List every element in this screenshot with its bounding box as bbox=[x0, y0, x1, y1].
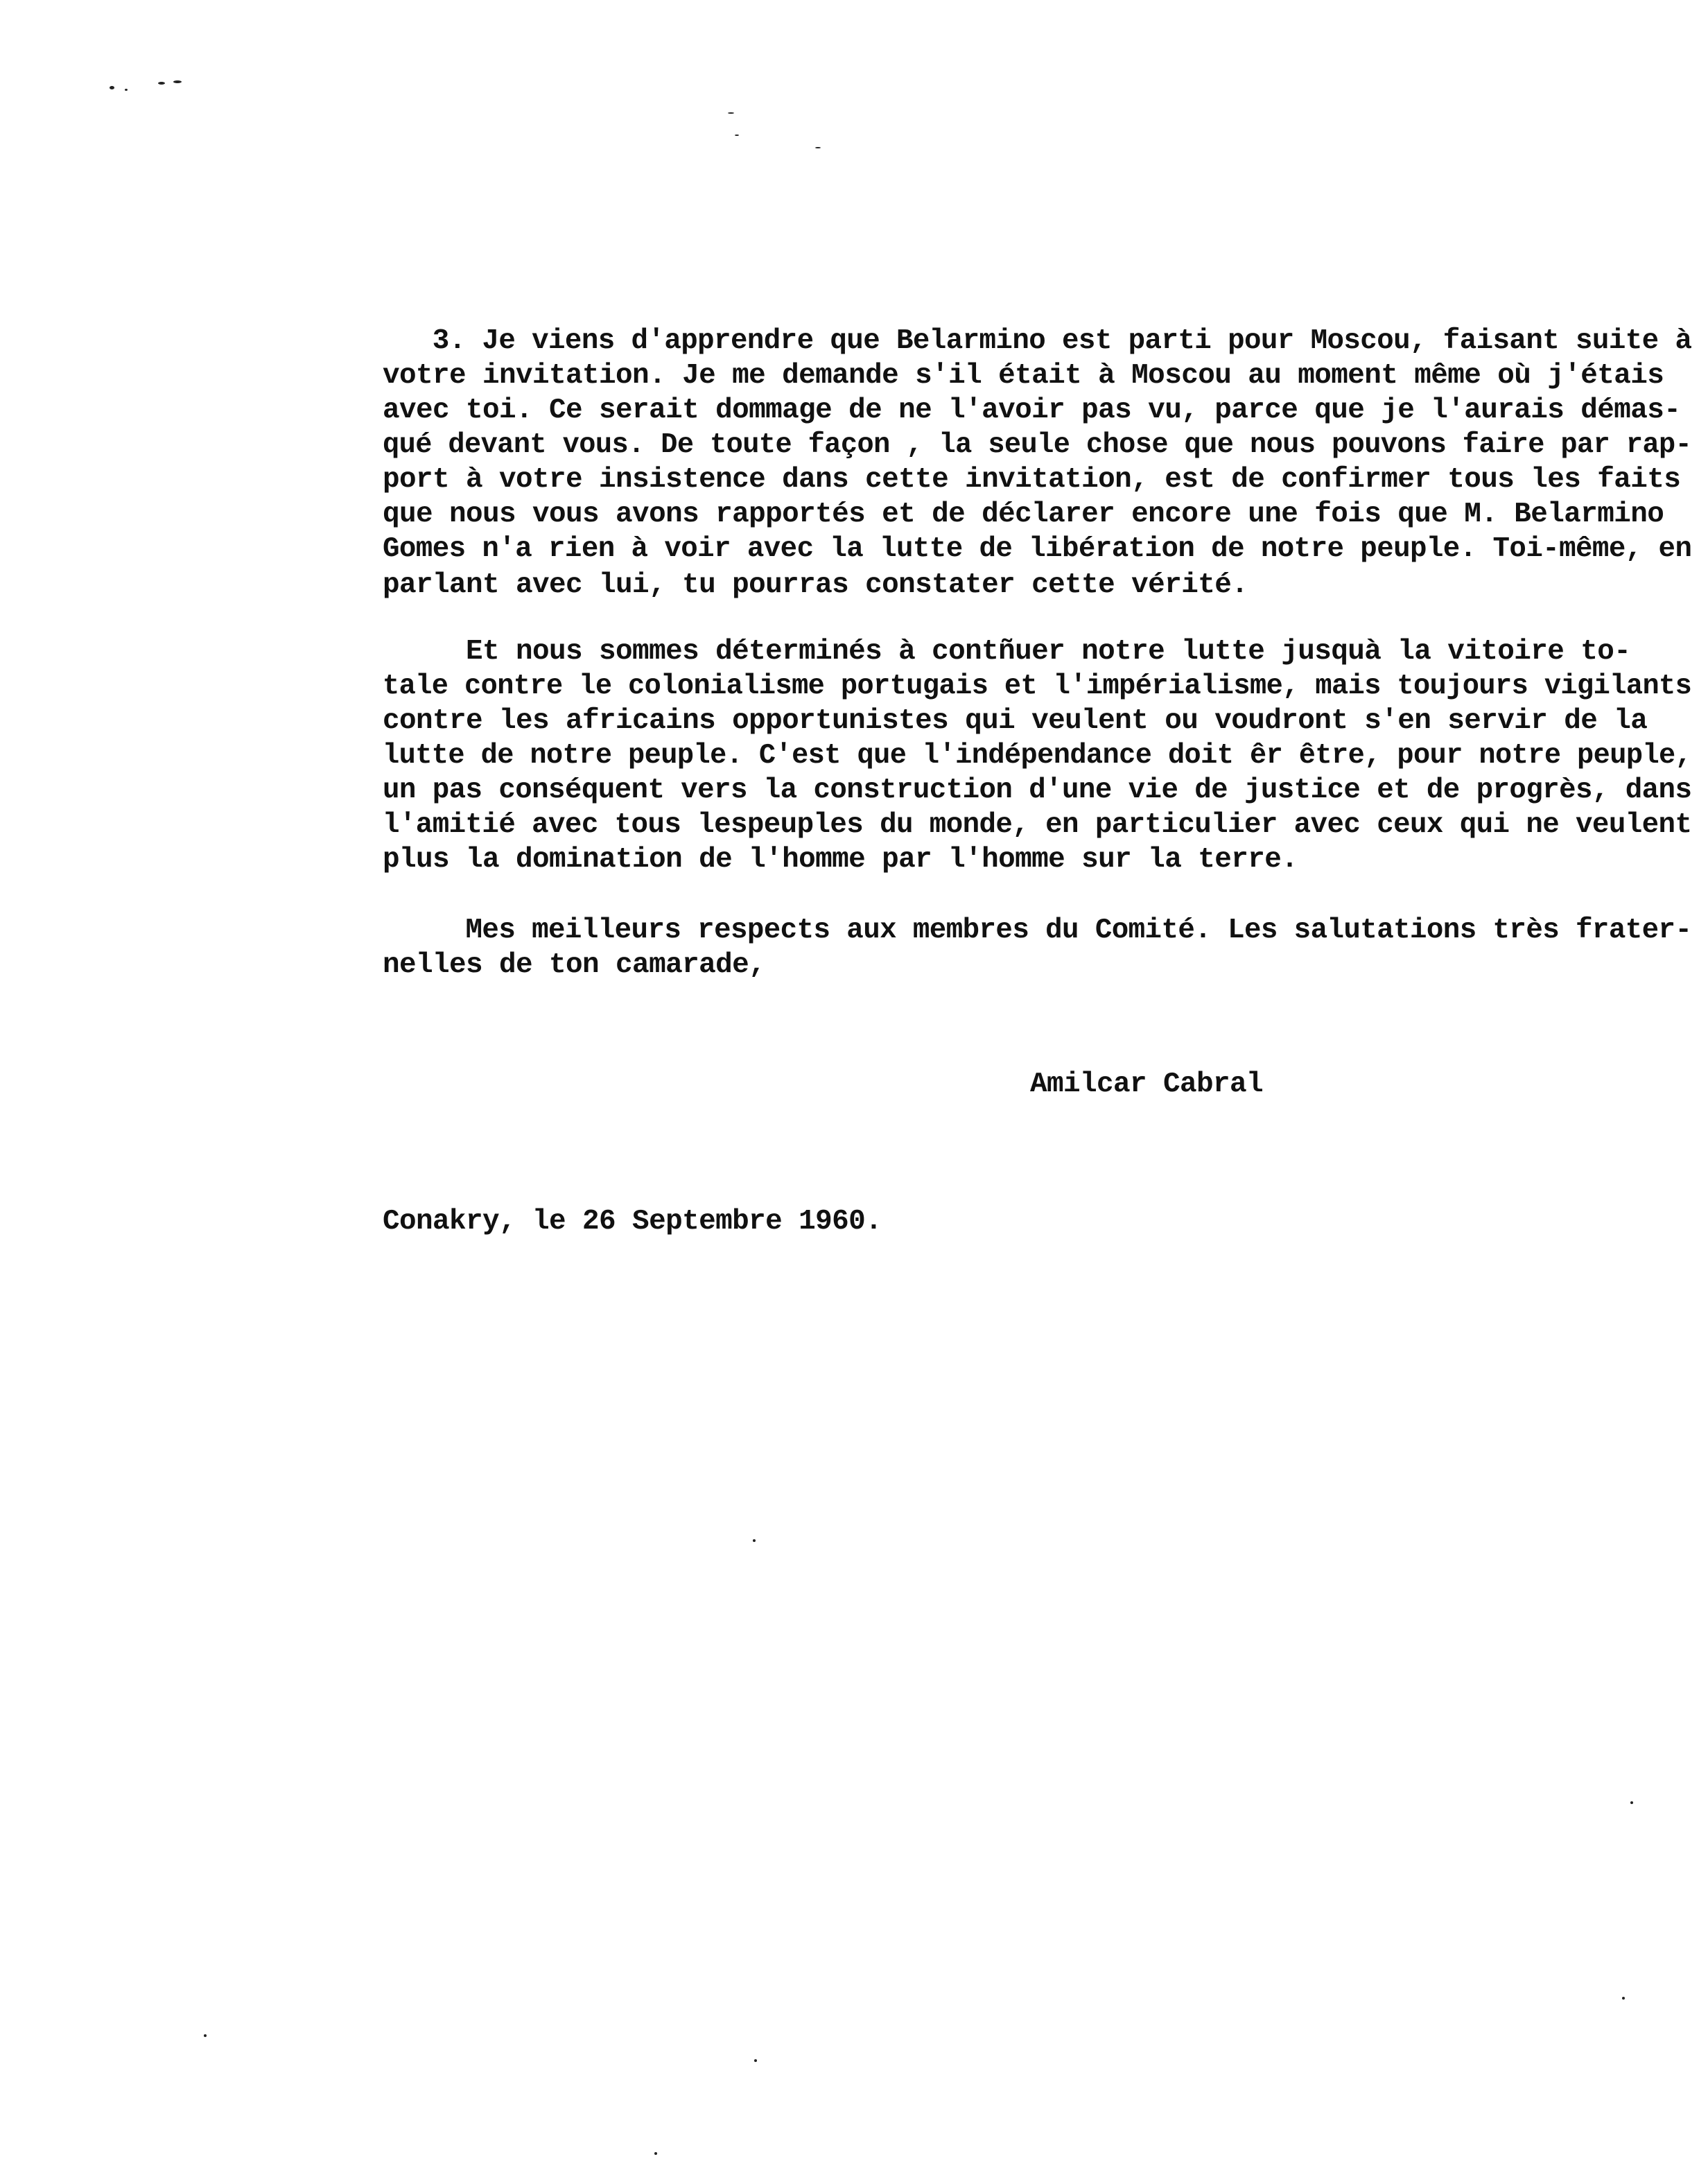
text-line: parlant avec lui, tu pourras constater cette vérité. bbox=[383, 569, 1248, 601]
text-line: Gomes n'a rien à voir avec la lutte de libération de notre peuple. Toi-même, en bbox=[383, 533, 1692, 565]
text-line: nelles de ton camarade, bbox=[383, 949, 766, 981]
text-line: avec toi. Ce serait dommage de ne l'avoir pas vu, parce que je l'aurais démas- bbox=[383, 395, 1681, 426]
text-line: votre invitation. Je me demande s'il était à Moscou au moment même où j'étais bbox=[383, 360, 1664, 392]
text-line: un pas conséquent vers la construction d'une vie de justice et de progrès, dans bbox=[383, 774, 1692, 806]
text-line: que nous vous avons rapportés et de déclarer encore une fois que M. Belarmino bbox=[383, 499, 1664, 530]
text-line: Et nous sommes déterminés à contñuer notre lutte jusquà la vitoire to- bbox=[383, 636, 1631, 668]
text-line: contre les africains opportunistes qui veulent ou voudront s'en servir de la bbox=[383, 705, 1648, 737]
place-date: Conakry, le 26 Septembre 1960. bbox=[383, 1206, 882, 1238]
text-line: lutte de notre peuple. C'est que l'indépendance doit êr être, pour notre peuple, bbox=[383, 740, 1692, 772]
text-line: 3. Je viens d'apprendre que Belarmino est parti pour Moscou, faisant suite à bbox=[383, 325, 1692, 357]
text-line: tale contre le colonialisme portugais et l'impérialisme, mais toujours vigilants bbox=[383, 670, 1692, 702]
text-line: plus la domination de l'homme par l'homme sur la terre. bbox=[383, 844, 1298, 876]
text-line: Mes meilleurs respects aux membres du Comité. Les salutations très frater- bbox=[383, 915, 1692, 946]
signature: Amilcar Cabral bbox=[1030, 1068, 1264, 1100]
text-line: l'amitié avec tous lespeuples du monde, en particulier avec ceux qui ne veulent bbox=[383, 809, 1692, 841]
text-line: qué devant vous. De toute façon , la seule chose que nous pouvons faire par rap- bbox=[383, 429, 1692, 461]
text-line: port à votre insistence dans cette invitation, est de confirmer tous les faits bbox=[383, 464, 1681, 496]
